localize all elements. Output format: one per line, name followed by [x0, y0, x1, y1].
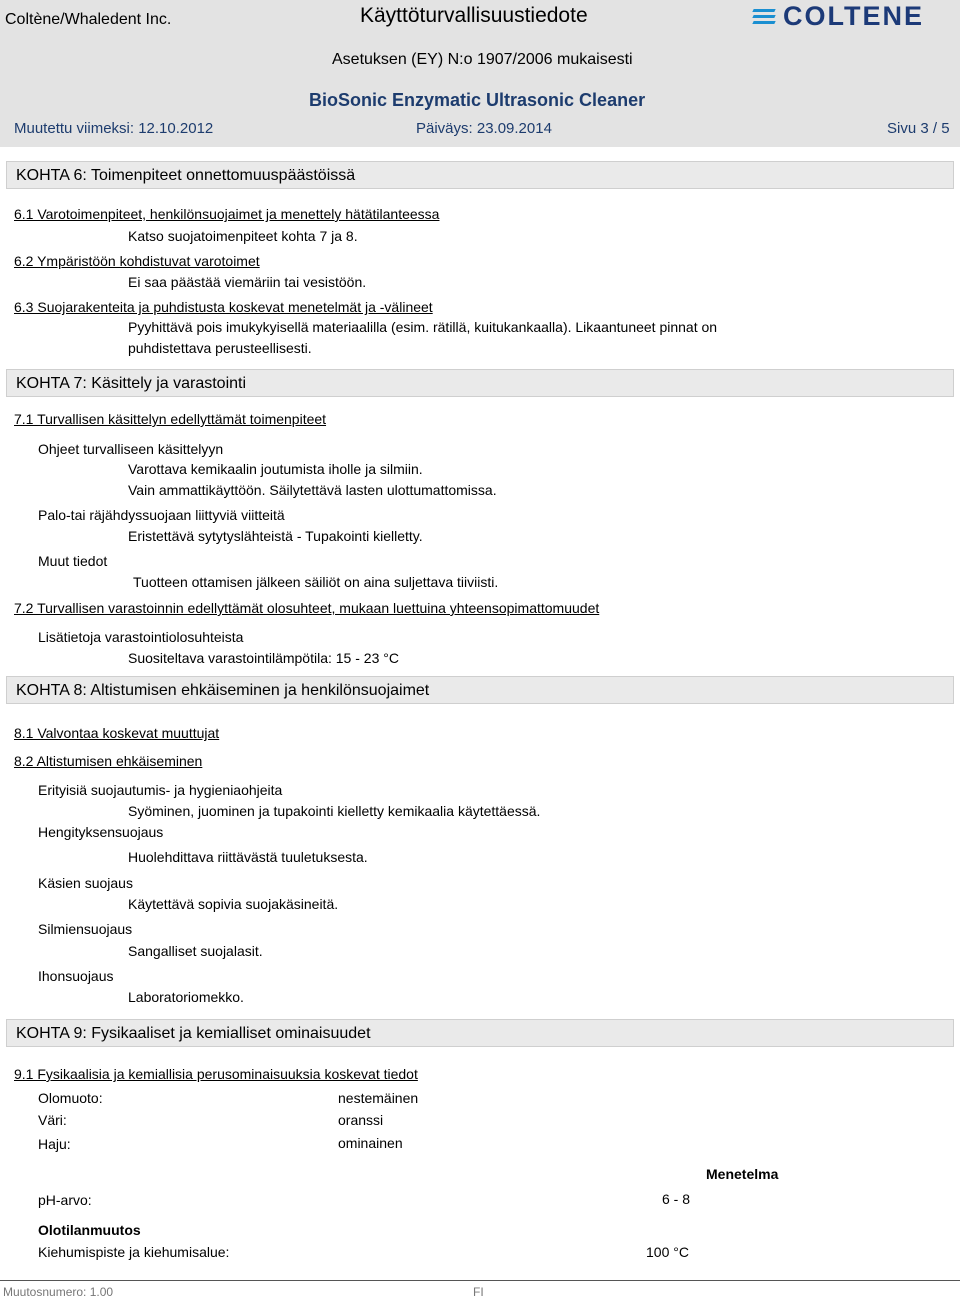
- section-6-header: KOHTA 6: Toimenpiteet onnettomuuspäästöissä: [6, 161, 954, 189]
- section-7-header: KOHTA 7: Käsittely ja varastointi: [6, 369, 954, 397]
- skin-protection-label: Ihonsuojaus: [38, 968, 114, 984]
- logo-text: COLTENE: [783, 0, 924, 31]
- print-date: Päiväys: 23.09.2014: [416, 120, 552, 137]
- section-9-header: KOHTA 9: Fysikaaliset ja kemialliset ominaisuudet: [6, 1019, 954, 1047]
- coltene-logo: [753, 2, 924, 30]
- handling-label: Ohjeet turvalliseen käsittelyyn: [38, 441, 224, 457]
- language-code: FI: [473, 1285, 484, 1299]
- storage-label: Lisätietoja varastointiolosuhteista: [38, 629, 244, 645]
- eye-protection-text: Sangalliset suojalasit.: [128, 943, 263, 959]
- subsection-7-2-title: 7.2 Turvallisen varastoinnin edellyttämät olosuhteet, mukaan luettuina yhteensopimattomuudet: [14, 600, 600, 616]
- property-label: Haju:: [38, 1136, 71, 1152]
- subsection-6-3-title: 6.3 Suojarakenteita ja puhdistusta koskevat menetelmät ja -välineet: [14, 299, 433, 315]
- subsection-6-2-title: 6.2 Ympäristöön kohdistuvat varotoimet: [14, 253, 260, 269]
- subsection-6-3-text-line2: puhdistettava perusteellisesti.: [128, 340, 312, 356]
- hygiene-text: Syöminen, juominen ja tupakointi kielletty kemikaalia käytettäessä.: [128, 803, 541, 819]
- page-number: Sivu 3 / 5: [887, 120, 950, 137]
- section-8-header: KOHTA 8: Altistumisen ehkäiseminen ja henkilönsuojaimet: [6, 676, 954, 704]
- other-info-text: Tuotteen ottamisen jälkeen säiliöt on aina suljettava tiiviisti.: [133, 574, 499, 590]
- subsection-6-1-text: Katso suojatoimenpiteet kohta 7 ja 8.: [128, 228, 358, 244]
- subsection-7-1-title: 7.1 Turvallisen käsittelyn edellyttämät toimenpiteet: [14, 411, 327, 427]
- revised-date: Muutettu viimeksi: 12.10.2012: [14, 120, 214, 137]
- property-label: Olomuoto:: [38, 1090, 103, 1106]
- document-title: Käyttöturvallisuustiedote: [360, 4, 588, 27]
- property-label: Väri:: [38, 1112, 67, 1128]
- boiling-point-label: Kiehumispiste ja kiehumisalue:: [38, 1244, 230, 1260]
- revision-number: Muutosnumero: 1.00: [3, 1285, 114, 1299]
- boiling-point-value: 100 °C: [646, 1244, 689, 1260]
- respiratory-label: Hengityksensuojaus: [38, 824, 164, 840]
- hygiene-label: Erityisiä suojautumis- ja hygieniaohjeita: [38, 782, 283, 798]
- regulation-line: Asetuksen (EY) N:o 1907/2006 mukaisesti: [332, 51, 633, 68]
- handling-text-line2: Vain ammattikäyttöön. Säilytettävä lasten ulottumattomissa.: [128, 482, 497, 498]
- method-column-header: Menetelma: [706, 1166, 779, 1182]
- subsection-6-2-text: Ei saa päästää viemäriin tai vesistöön.: [128, 274, 367, 290]
- phase-change-label: Olotilanmuutos: [38, 1222, 141, 1238]
- respiratory-text: Huolehdittava riittävästä tuuletuksesta.: [128, 849, 368, 865]
- hand-protection-label: Käsien suojaus: [38, 875, 133, 891]
- fire-protection-text: Eristettävä sytytyslähteistä - Tupakointi kielletty.: [128, 528, 423, 544]
- footer-divider: [0, 1280, 960, 1281]
- logo-mark-icon: [753, 9, 775, 24]
- subsection-8-1-title: 8.1 Valvontaa koskevat muuttujat: [14, 725, 220, 741]
- ph-value: 6 - 8: [662, 1191, 691, 1207]
- subsection-8-2-title: 8.2 Altistumisen ehkäiseminen: [14, 753, 203, 769]
- property-value: ominainen: [338, 1135, 403, 1151]
- skin-protection-text: Laboratoriomekko.: [128, 989, 244, 1005]
- property-value: oranssi: [338, 1112, 384, 1128]
- company-name: Coltène/Whaledent Inc.: [5, 11, 172, 28]
- hand-protection-text: Käytettävä sopivia suojakäsineitä.: [128, 896, 339, 912]
- fire-protection-label: Palo-tai räjähdyssuojaan liittyviä viitteitä: [38, 507, 285, 523]
- property-value: nestemäinen: [338, 1090, 419, 1106]
- product-name: BioSonic Enzymatic Ultrasonic Cleaner: [309, 90, 646, 110]
- eye-protection-label: Silmiensuojaus: [38, 921, 133, 937]
- subsection-9-1-title: 9.1 Fysikaalisia ja kemiallisia perusominaisuuksia koskevat tiedot: [14, 1066, 418, 1082]
- ph-label: pH-arvo:: [38, 1192, 92, 1208]
- other-info-label: Muut tiedot: [38, 553, 108, 569]
- subsection-6-1-title: 6.1 Varotoimenpiteet, henkilönsuojaimet ja menettely hätätilanteessa: [14, 206, 440, 222]
- storage-text: Suositeltava varastointilämpötila: 15 - 23 °C: [128, 650, 399, 666]
- subsection-6-3-text-line1: Pyyhittävä pois imukykyisellä materiaalilla (esim. rätillä, kuitukankaalla). Likaantuneet pinnat on: [128, 319, 718, 335]
- handling-text-line1: Varottava kemikaalin joutumista iholle ja silmiin.: [128, 461, 423, 477]
